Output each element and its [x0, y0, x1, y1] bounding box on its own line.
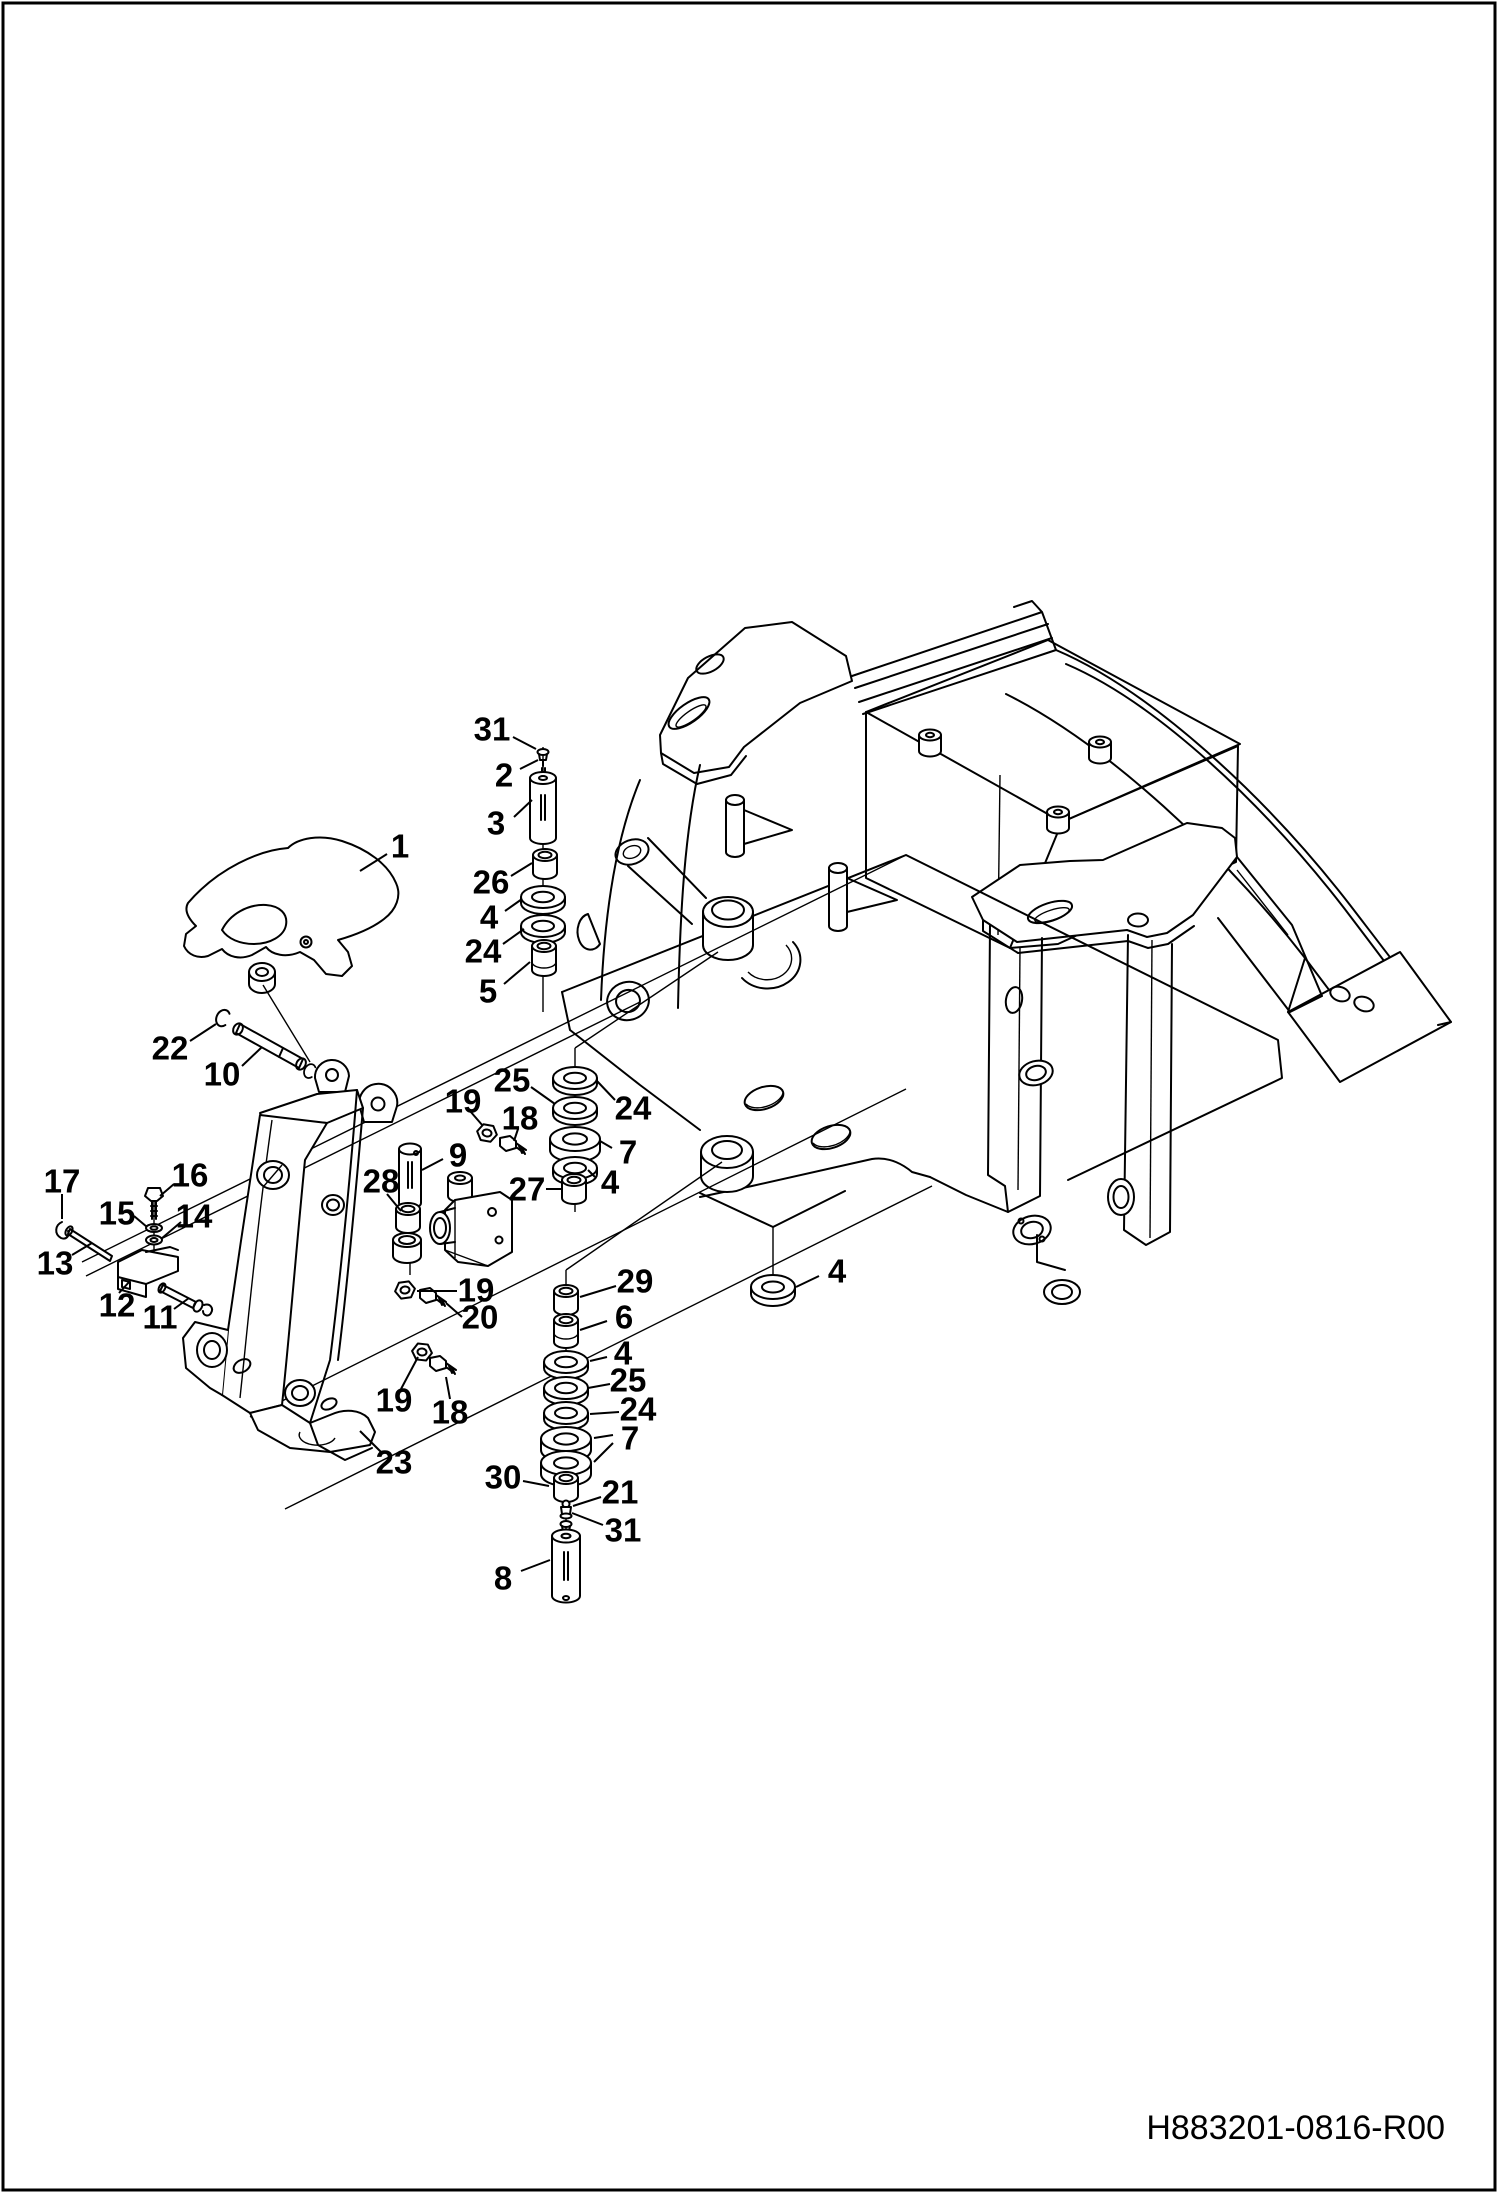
- bushing-26: [533, 849, 557, 879]
- callout-7b: 7: [620, 1419, 640, 1457]
- callout-18b: 18: [431, 1393, 469, 1431]
- drawing-number: H883201-0816-R00: [1146, 2109, 1445, 2147]
- callout-3: 3: [486, 804, 506, 842]
- callout-31b: 31: [604, 1511, 642, 1549]
- callout-30: 30: [484, 1458, 522, 1496]
- callout-22: 22: [151, 1029, 189, 1067]
- callout-6: 6: [614, 1298, 634, 1336]
- callout-12: 12: [98, 1286, 136, 1324]
- callout-26: 26: [472, 863, 510, 901]
- washer-24: [521, 915, 565, 943]
- grease-fitting-21: [561, 1501, 572, 1519]
- page-border: [3, 3, 1495, 2190]
- callout-14: 14: [175, 1197, 213, 1235]
- callout-4a: 4: [479, 898, 499, 936]
- washer-25: [553, 1097, 597, 1125]
- callout-17: 17: [43, 1162, 81, 1200]
- washer-4: [544, 1351, 588, 1379]
- callout-27: 27: [508, 1170, 546, 1208]
- callout-23: 23: [375, 1443, 413, 1481]
- bushing-29: [554, 1285, 578, 1315]
- callout-24b: 24: [614, 1089, 652, 1127]
- callout-18a: 18: [501, 1099, 539, 1137]
- bushing-28: [396, 1203, 420, 1233]
- callout-15: 15: [98, 1194, 136, 1232]
- callout-25b: 25: [609, 1361, 647, 1399]
- callout-31a: 31: [473, 710, 511, 748]
- bushing-27: [562, 1174, 586, 1204]
- callout-5: 5: [478, 972, 498, 1010]
- callout-9: 9: [448, 1136, 468, 1174]
- callout-19a: 19: [444, 1082, 482, 1120]
- callout-4c: 4: [613, 1334, 633, 1372]
- callout-19c: 19: [375, 1381, 413, 1419]
- callout-7a: 7: [618, 1133, 638, 1171]
- washer-25: [544, 1377, 588, 1405]
- callout-28: 28: [362, 1162, 400, 1200]
- callout-24c: 24: [619, 1390, 657, 1428]
- callout-11: 11: [142, 1298, 178, 1336]
- callout-25a: 25: [493, 1061, 531, 1099]
- frame-boss: [1047, 807, 1069, 834]
- callout-13: 13: [36, 1244, 74, 1282]
- callout-4d: 4: [827, 1252, 847, 1290]
- callout-16: 16: [171, 1156, 209, 1194]
- callout-1: 1: [390, 827, 410, 865]
- callout-29: 29: [616, 1262, 654, 1300]
- washer-24: [544, 1402, 588, 1430]
- callout-20: 20: [461, 1298, 499, 1336]
- washer-24: [553, 1067, 597, 1095]
- callout-4b: 4: [600, 1163, 620, 1201]
- bushing-30: [554, 1472, 578, 1502]
- callout-8: 8: [493, 1559, 513, 1597]
- callout-21: 21: [601, 1473, 639, 1511]
- callout-2: 2: [494, 756, 514, 794]
- washer-4: [521, 886, 565, 914]
- callout-19b: 19: [457, 1271, 495, 1309]
- frame-boss: [1089, 737, 1111, 764]
- frame-boss: [919, 730, 941, 757]
- callout-24a: 24: [464, 932, 502, 970]
- bushing-6: [554, 1314, 578, 1348]
- callout-10: 10: [203, 1055, 241, 1093]
